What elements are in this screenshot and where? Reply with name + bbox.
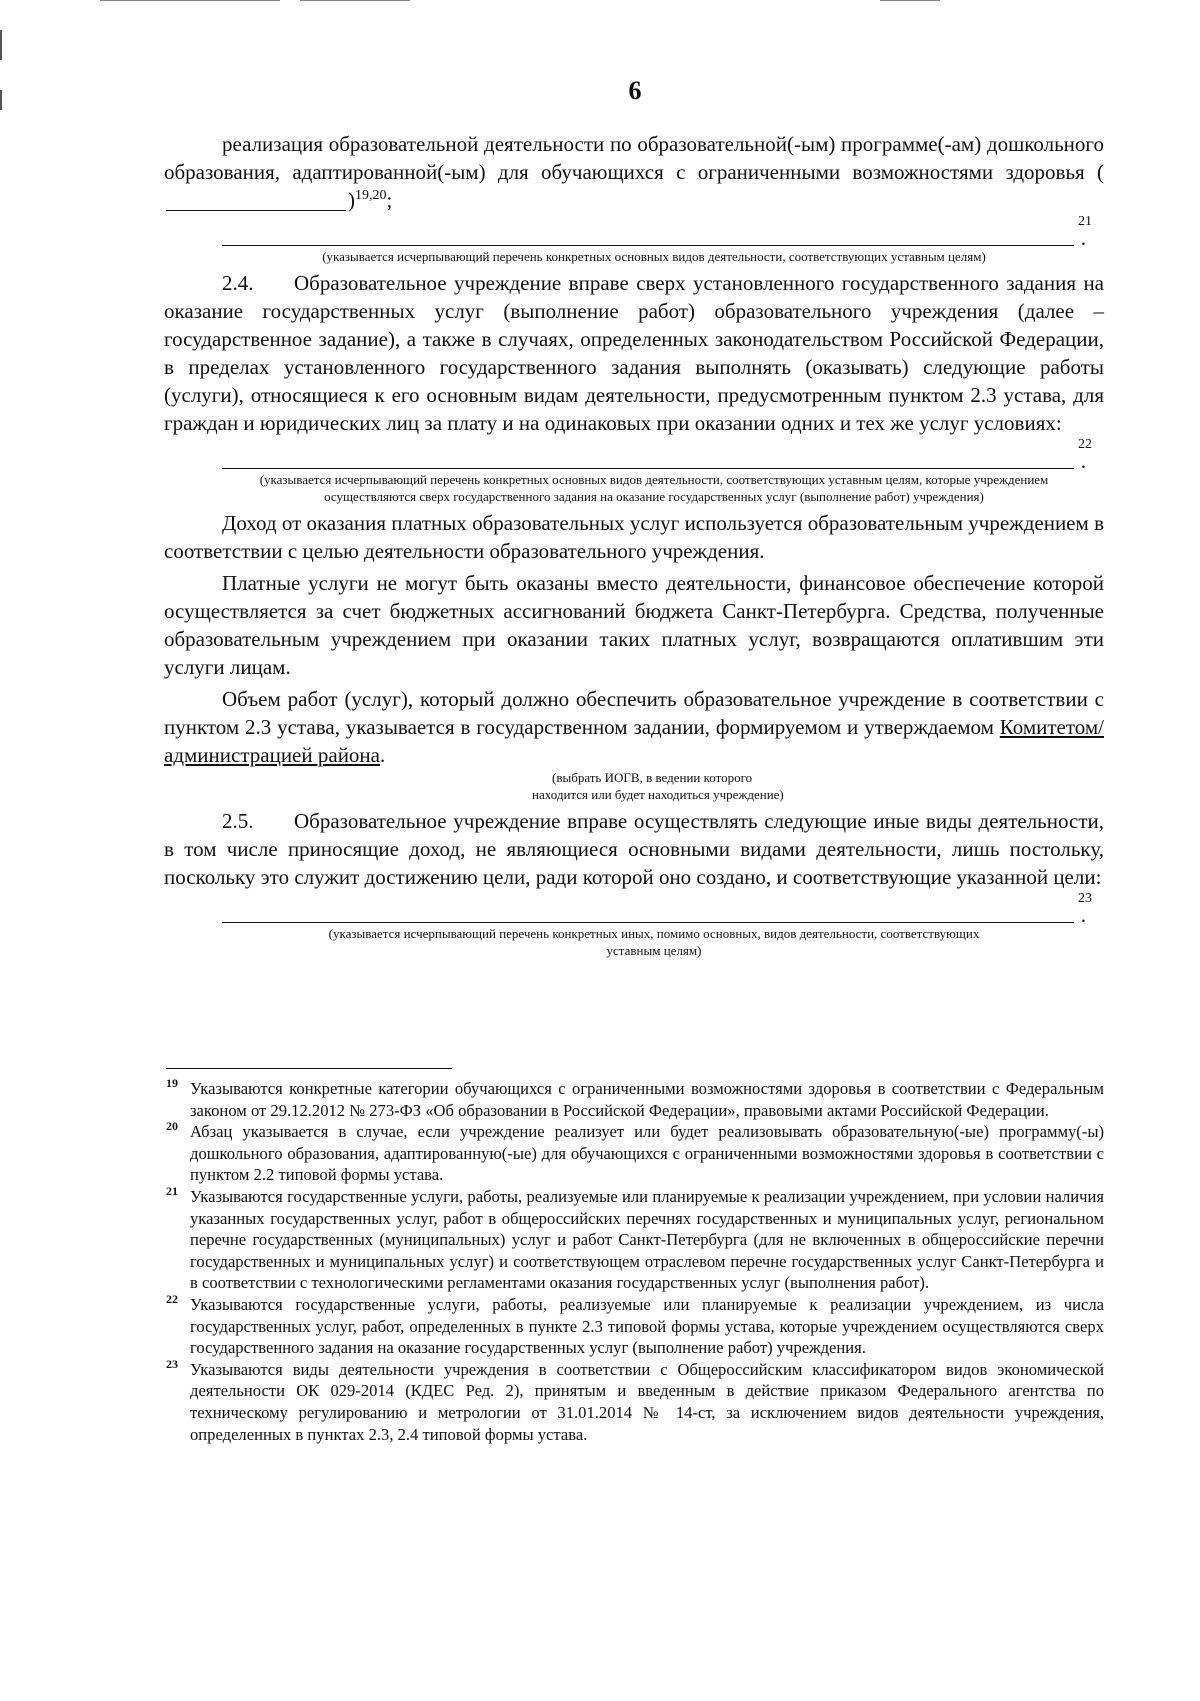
volume-end: .	[380, 743, 386, 767]
document-body	[164, 130, 1104, 959]
authority-hint-line-2: находится или будет находиться учреждение)	[532, 787, 784, 802]
footnote-22	[166, 1291, 1104, 1359]
fill-line-22	[164, 439, 1104, 471]
footnote-text: Указываются государственные услуги, работы, реализуемые или планируемые к реализации учреждением, из числа государственных услуг, работ, определенных в пункте 2.3 типовой формы устава, которые учреждением осуществляются сверх государственного задания на оказание государственных услуг (выполнение работ) учреждения.	[190, 1294, 1104, 1358]
scan-artifact-line	[300, 0, 410, 1]
income-paragraph: Доход от оказания платных образовательных услуг используется образовательным учреждением в соответствии с целью деятельности образовательного учреждения.	[164, 511, 1104, 563]
footnote-number: 20	[166, 1119, 178, 1134]
footnote-number: 19	[166, 1076, 178, 1090]
paragraph-2-4	[164, 269, 1104, 437]
scan-artifact-line	[880, 0, 940, 1]
authority-choice: Комитетом/администрацией района	[164, 715, 1104, 767]
footnote-21	[166, 1183, 1104, 1294]
footnote-20	[166, 1121, 1104, 1186]
fill-line-21	[164, 216, 1104, 248]
authority-hint-line-1: (выбрать ИОГВ, в ведении которого	[552, 770, 753, 785]
footnote-number: 21	[166, 1183, 178, 1198]
fill-dot: .	[1080, 449, 1086, 473]
intro-paragraph	[164, 130, 1104, 214]
fill-dot: .	[1080, 903, 1086, 927]
footnote-separator	[166, 1068, 452, 1069]
footnote-ref-23: 23	[1078, 891, 1092, 906]
fill-underline	[222, 245, 1074, 246]
footnote-ref-19-20: 19,20	[355, 188, 387, 203]
footnote-number: 23	[166, 1356, 178, 1371]
fill-line-23	[164, 893, 1104, 925]
fill-underline	[222, 468, 1074, 469]
hint-22: (указывается исчерпывающий перечень конкретных основных видов деятельности, соответствующих уставным целям, которые учреждением осуществляются сверх государственного задания на оказание государственных услуг (выполнение работ) учреждения)	[259, 472, 1049, 504]
paragraph-2-5	[164, 807, 1104, 891]
fill-dot: .	[1080, 226, 1086, 250]
scan-edge-mark	[0, 30, 2, 60]
clause-number: 2.5.	[222, 809, 254, 833]
clause-text: Образовательное учреждение вправе осуществлять следующие иные виды деятельности, в том числе приносящие доход, не являющиеся основными видами деятельности, лишь постольку, поскольку это служит достижению цели, ради которой оно создано, и соответствующие указанной цели:	[164, 809, 1104, 889]
intro-text: реализация образовательной деятельности по образовательной(-ым) программе(-ам) дошкольного образования, адаптированной(-ым) для обучающихся с ограниченными возможностями здоровья (	[164, 132, 1104, 184]
blank-field	[166, 190, 346, 211]
intro-end: ;	[386, 188, 393, 212]
footnote-text: Указываются виды деятельности учреждения в соответствии с Общероссийским классификатором видов экономической деятельности ОК 029-2014 (КДЕС Ред. 2), принятым и введенным в действие приказом Федерального агентства по техническому регулированию и метрологии от 31.01.2014 № 14-ст, за исключением видов деятельности учреждения, определенных в пунктах 2.3, 2.4 типовой формы устава.	[190, 1359, 1104, 1444]
volume-text: Объем работ (услуг), который должно обеспечить образовательное учреждение в соответствии с пунктом 2.3 устава, указывается в государственном задании, формируемом и утверждаемом	[164, 687, 1104, 739]
footnote-ref-22: 22	[1078, 437, 1092, 452]
paid-services-paragraph: Платные услуги не могут быть оказаны вместо деятельности, финансовое обеспечение которой осуществляется за счет бюджетных ассигнований бюджета Санкт-Петербурга. Средства, полученные образовательным учреждением при оказании таких платных услуг, возвращаются оплатившим эти услуги лицам.	[164, 571, 1104, 679]
clause-text: Образовательное учреждение вправе сверх установленного государственного задания на оказание государственных услуг (выполнение работ) образовательного учреждения (далее – государственное задание), а также в случаях, определенных законодательством Российской Федерации, в пределах установленного государственного задания выполнять (оказывать) следующие работы (услуги), относящиеся к его основным видам деятельности, предусмотренным пунктом 2.3 устава, для граждан и юридических лиц за плату и на одинаковых при оказании одних и тех же услуг условиях:	[164, 271, 1104, 435]
hint-21: (указывается исчерпывающий перечень конкретных основных видов деятельности, соответствующих уставным целям)	[322, 249, 986, 264]
scan-artifact-line	[100, 0, 280, 1]
footnote-ref-21: 21	[1078, 214, 1092, 229]
footnotes	[166, 1078, 1104, 1445]
clause-number: 2.4.	[222, 271, 254, 295]
hint-23: (указывается исчерпывающий перечень конкретных иных, помимо основных, видов деятельности, соответствующих уставным целям)	[328, 926, 980, 958]
volume-paragraph	[164, 685, 1104, 769]
footnote-text: Абзац указывается в случае, если учреждение реализует или будет реализовывать образовательную(-ые) программу(-ы) дошкольного образования, адаптированную(-ые) для обучающихся с ограниченными возможностями здоровья в соответствии с пунктом 2.2 типовой формы устава.	[190, 1122, 1104, 1185]
intro-close: )	[348, 188, 355, 212]
footnote-number: 22	[166, 1291, 178, 1306]
page-number: 6	[628, 76, 642, 105]
footnote-text: Указываются государственные услуги, работы, реализуемые или планируемые к реализации учреждением, при условии наличия указанных государственных услуг, работ в общероссийских перечнях государственных и муниципальных услуг, региональном перечне государственных (муниципальных) услуг и работ Санкт-Петербурга (для не включенных в общероссийские перечни государственных и муниципальных услуг) и соответствующем отраслевом перечне государственных услуг Санкт-Петербурга и в соответствии с технологическими регламентами оказания государственных услуг (выполнения работ).	[190, 1186, 1104, 1293]
fill-underline	[222, 922, 1074, 923]
footnote-19	[166, 1078, 1104, 1121]
footnote-text: Указываются конкретные категории обучающихся с ограниченными возможностями здоровья в соответствии с Федеральным законом от 29.12.2012 № 273-ФЗ «Об образовании в Российской Федерации», правовыми актами Российской Федерации.	[190, 1079, 1104, 1120]
footnote-23	[166, 1356, 1104, 1445]
